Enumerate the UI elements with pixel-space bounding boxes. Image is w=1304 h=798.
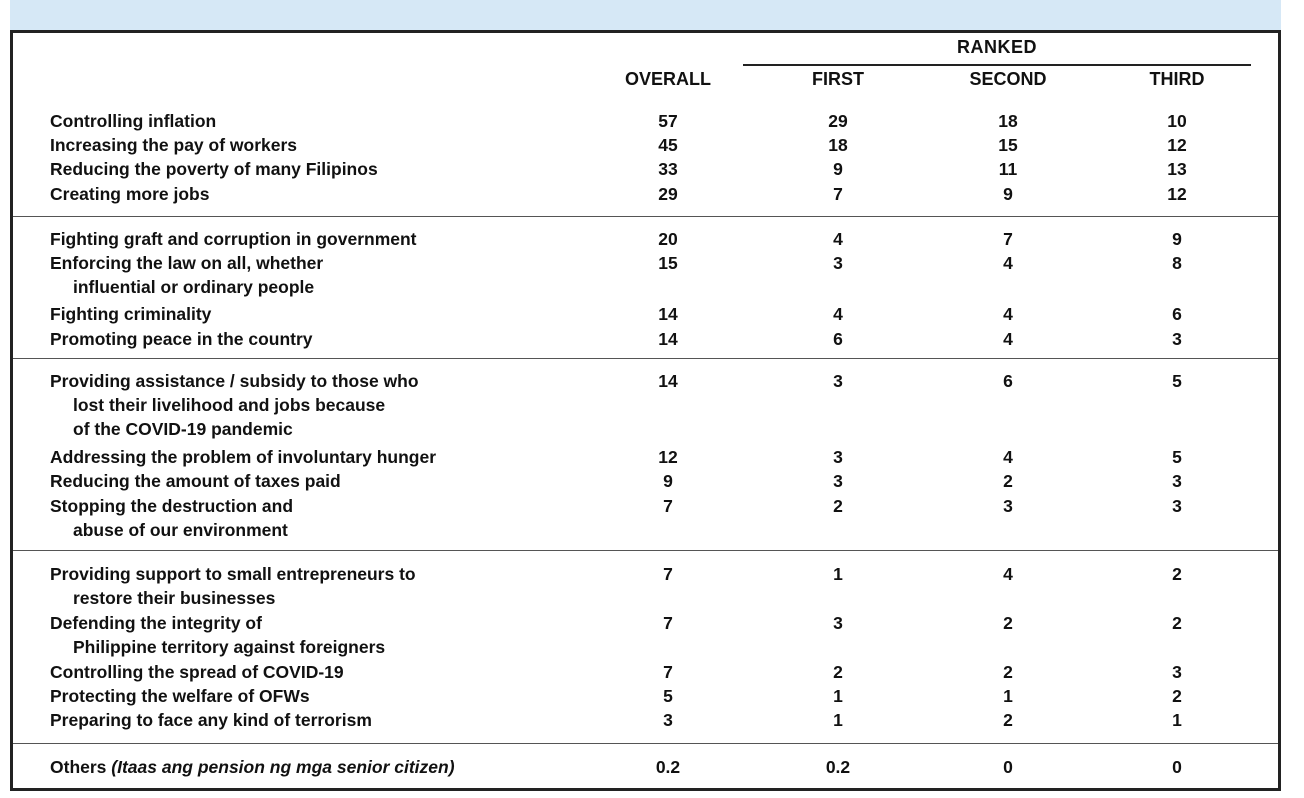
- value-third: 1: [1172, 710, 1182, 730]
- row-label-line: influential or ordinary people: [73, 277, 315, 297]
- row-label-line: Preparing to face any kind of terrorism: [50, 710, 372, 730]
- value-second: 2: [1003, 710, 1013, 730]
- value-third: 3: [1172, 496, 1182, 516]
- value-overall: 15: [658, 253, 678, 273]
- value-second: 4: [1003, 564, 1013, 584]
- value-overall: 7: [663, 564, 673, 584]
- value-overall: 5: [663, 686, 673, 706]
- value-second: 4: [1003, 253, 1013, 273]
- value-overall: 57: [658, 111, 678, 131]
- row-label-line: Controlling inflation: [50, 111, 217, 131]
- row-label: [50, 684, 310, 708]
- table-row: [50, 708, 1250, 732]
- group-separator: [13, 216, 1278, 217]
- value-overall: 7: [663, 613, 673, 633]
- value-second: 4: [1003, 447, 1013, 467]
- value-third: 5: [1172, 447, 1182, 467]
- value-third: 2: [1172, 686, 1182, 706]
- row-label: [50, 227, 417, 251]
- row-label-line: Philippine territory against foreigners: [73, 637, 386, 657]
- row-label: [50, 109, 216, 133]
- value-second: 0: [1003, 757, 1013, 777]
- value-third: 5: [1172, 371, 1182, 391]
- value-second: 4: [1003, 329, 1013, 349]
- row-label: [50, 562, 416, 610]
- value-third: 3: [1172, 329, 1182, 349]
- table-row: [50, 182, 1250, 206]
- table-row: [50, 469, 1250, 493]
- table-row: [50, 684, 1250, 708]
- row-label-line: Fighting criminality: [50, 304, 212, 324]
- value-first: 0.2: [825, 757, 851, 777]
- table-row: [50, 251, 1250, 297]
- row-label-line: Defending the integrity of: [50, 613, 262, 633]
- value-first: 18: [828, 135, 848, 155]
- row-label-line: Others: [50, 757, 107, 777]
- column-header-first: FIRST: [812, 69, 864, 89]
- value-overall: 29: [658, 184, 678, 204]
- table-row: [50, 302, 1250, 326]
- value-second: 2: [1003, 613, 1013, 633]
- table-row: [50, 227, 1250, 251]
- value-first: 4: [833, 304, 843, 324]
- row-label: [50, 445, 436, 469]
- value-second: 2: [1003, 471, 1013, 491]
- row-label-line: Controlling the spread of COVID-19: [50, 662, 344, 682]
- table-row: [50, 562, 1250, 608]
- value-first: 1: [833, 564, 843, 584]
- value-overall: 45: [658, 135, 678, 155]
- table-row: [50, 369, 1250, 439]
- value-first: 2: [833, 662, 843, 682]
- value-third: 12: [1167, 184, 1187, 204]
- row-label: [50, 755, 455, 779]
- value-first: 1: [833, 686, 843, 706]
- table-row: [50, 494, 1250, 540]
- row-label-note: (Itaas ang pension ng mga senior citizen): [111, 757, 455, 777]
- value-overall: 20: [658, 229, 678, 249]
- table-row: [50, 157, 1250, 181]
- row-label-line: Stopping the destruction and: [50, 496, 294, 516]
- value-overall: 14: [658, 329, 678, 349]
- value-third: 3: [1172, 662, 1182, 682]
- value-overall: 3: [663, 710, 673, 730]
- value-third: 3: [1172, 471, 1182, 491]
- table-row: [50, 109, 1250, 133]
- value-first: 3: [833, 371, 843, 391]
- value-first: 7: [833, 184, 843, 204]
- row-label-line: Reducing the poverty of many Filipinos: [50, 159, 378, 179]
- row-label-line: Providing assistance / subsidy to those who: [50, 371, 419, 391]
- value-second: 15: [998, 135, 1018, 155]
- value-first: 3: [833, 253, 843, 273]
- value-third: 13: [1167, 159, 1187, 179]
- value-second: 1: [1003, 686, 1013, 706]
- row-label-line: Reducing the amount of taxes paid: [50, 471, 341, 491]
- table-row: [50, 660, 1250, 684]
- value-overall: 14: [658, 371, 678, 391]
- row-label-line: Creating more jobs: [50, 184, 210, 204]
- value-second: 2: [1003, 662, 1013, 682]
- row-label: [50, 327, 313, 351]
- group-separator: [13, 550, 1278, 551]
- value-third: 2: [1172, 564, 1182, 584]
- value-second: 18: [998, 111, 1018, 131]
- row-label-line: Addressing the problem of involuntary hunger: [50, 447, 436, 467]
- value-second: 9: [1003, 184, 1013, 204]
- value-third: 10: [1167, 111, 1187, 131]
- value-overall: 14: [658, 304, 678, 324]
- row-label: [50, 182, 209, 206]
- value-first: 29: [828, 111, 848, 131]
- value-first: 6: [833, 329, 843, 349]
- row-label-line: Enforcing the law on all, whether: [50, 253, 324, 273]
- row-label-line: Increasing the pay of workers: [50, 135, 298, 155]
- value-overall: 9: [663, 471, 673, 491]
- value-third: 9: [1172, 229, 1182, 249]
- value-third: 12: [1167, 135, 1187, 155]
- value-first: 3: [833, 471, 843, 491]
- value-third: 8: [1172, 253, 1182, 273]
- ranked-header: RANKED: [956, 37, 1037, 57]
- value-second: 6: [1003, 371, 1013, 391]
- row-label: [50, 157, 378, 181]
- value-third: 0: [1172, 757, 1182, 777]
- table-row: [50, 327, 1250, 351]
- row-label-line: Fighting graft and corruption in government: [50, 229, 417, 249]
- row-label: [50, 611, 385, 659]
- value-first: 9: [833, 159, 843, 179]
- table-row: [50, 611, 1250, 657]
- row-label: [50, 708, 372, 732]
- row-label-line: Providing support to small entrepreneurs to: [50, 564, 416, 584]
- value-first: 1: [833, 710, 843, 730]
- row-label: [50, 469, 341, 493]
- row-label: [50, 302, 211, 326]
- value-second: 11: [998, 159, 1018, 179]
- value-second: 4: [1003, 304, 1013, 324]
- row-label-line: Protecting the welfare of OFWs: [50, 686, 310, 706]
- row-label-line: Promoting peace in the country: [50, 329, 313, 349]
- group-separator: [13, 358, 1278, 359]
- table-row: [50, 755, 1250, 779]
- row-label-line: of the COVID-19 pandemic: [73, 419, 293, 439]
- value-first: 3: [833, 447, 843, 467]
- value-first: 3: [833, 613, 843, 633]
- value-overall: 12: [658, 447, 678, 467]
- row-label-line: restore their businesses: [73, 588, 276, 608]
- column-header-third: THIRD: [1149, 69, 1205, 89]
- group-separator: [13, 743, 1278, 744]
- value-overall: 7: [663, 496, 673, 516]
- table-row: [50, 133, 1250, 157]
- row-label-line: abuse of our environment: [73, 520, 288, 540]
- top-header-band: [10, 0, 1281, 30]
- row-label-line: lost their livelihood and jobs because: [73, 395, 386, 415]
- value-second: 7: [1003, 229, 1013, 249]
- value-third: 2: [1172, 613, 1182, 633]
- value-third: 6: [1172, 304, 1182, 324]
- row-label: [50, 251, 323, 299]
- value-overall: 33: [658, 159, 678, 179]
- row-label: [50, 133, 297, 157]
- value-first: 4: [833, 229, 843, 249]
- row-label: [50, 660, 344, 684]
- row-label: [50, 369, 419, 441]
- value-overall: 0.2: [655, 757, 681, 777]
- ranked-underline: [743, 64, 1251, 66]
- column-header-overall: OVERALL: [624, 69, 711, 89]
- row-label: [50, 494, 293, 542]
- value-first: 2: [833, 496, 843, 516]
- table-row: [50, 445, 1250, 469]
- value-second: 3: [1003, 496, 1013, 516]
- value-overall: 7: [663, 662, 673, 682]
- column-header-second: SECOND: [969, 69, 1047, 89]
